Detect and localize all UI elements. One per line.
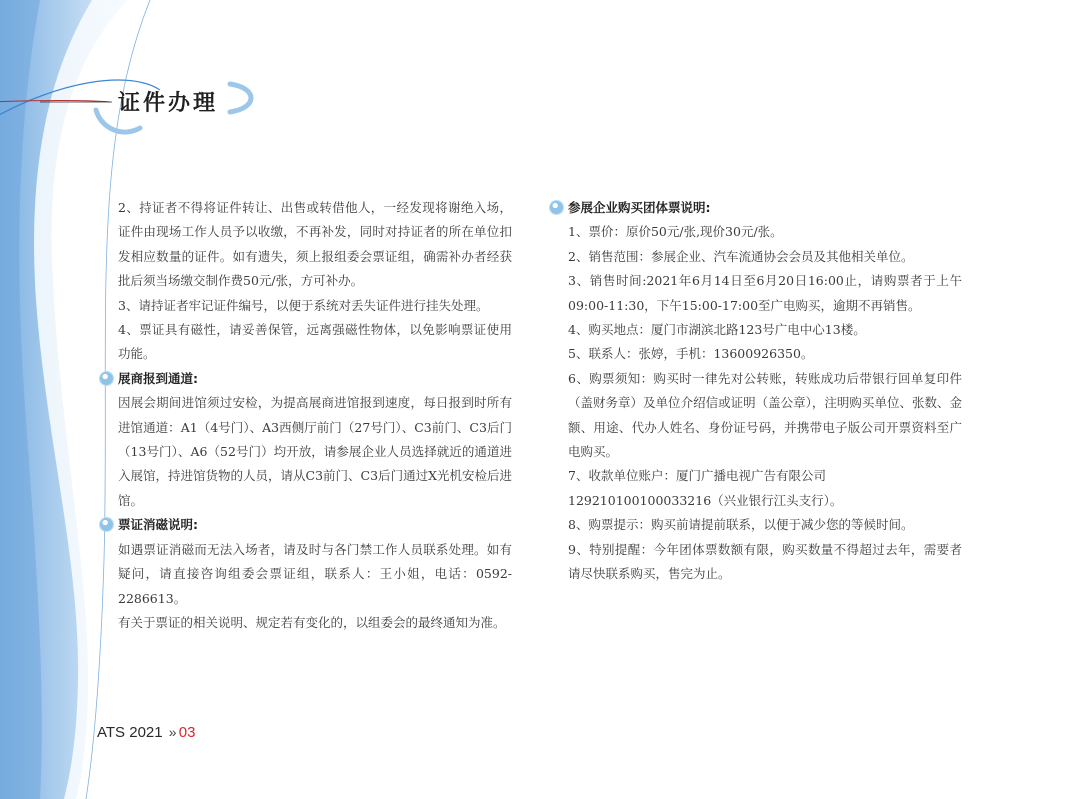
page-title: 证件办理 bbox=[118, 91, 219, 116]
ticket-item: 3、销售时间:2021年6月14日至6月20日16:00止，请购票者于上午09:00-11:30，下午15:00-17:00至广电购买，逾期不再销售。 bbox=[568, 273, 962, 313]
ticket-item: 1、票价：原价50元/张,现价30元/张。 bbox=[568, 224, 783, 240]
section-heading-exhibitor-entry bbox=[118, 367, 512, 391]
bullet-icon bbox=[100, 372, 113, 385]
ticket-item: 2、销售范围：参展企业、汽车流通协会会员及其他相关单位。 bbox=[568, 248, 914, 264]
section-paragraph: 如遇票证消磁而无法入场者，请及时与各门禁工作人员联系处理。如有疑问，请直接咨询组委会票证组，联系人：王小姐，电话：0592-2286613。 bbox=[118, 541, 512, 606]
rule-item: 3、请持证者牢记证件编号，以便于系统对丢失证件进行挂失处理。 bbox=[118, 297, 489, 313]
section-heading-text: 展商报到通道: bbox=[118, 370, 198, 386]
ticket-item: 4、购买地点：厦门市湖滨北路123号广电中心13楼。 bbox=[568, 322, 866, 338]
section-heading-text: 票证消磁说明: bbox=[118, 517, 198, 533]
rule-item: 4、票证具有磁性，请妥善保管，远离强磁性物体，以免影响票证使用功能。 bbox=[118, 322, 512, 362]
ticket-item: 129210100100033216（兴业银行江头支行）。 bbox=[568, 492, 843, 508]
right-column bbox=[568, 196, 962, 587]
section-heading-degauss bbox=[118, 513, 512, 537]
chevron-right-icon: » bbox=[168, 724, 174, 740]
footer-brand: ATS 2021 bbox=[97, 724, 163, 741]
ticket-item: 9、特别提醒：今年团体票数额有限，购买数量不得超过去年，需要者请尽快联系购买，售完为止。 bbox=[568, 541, 962, 582]
ticket-item: 6、购票须知：购买时一律先对公转账，转账成功后带银行回单复印件（盖财务章）及单位介绍信或证明（盖公章），注明购买单位、张数、金额、用途、代办人姓名、身份证号码，并携带电子版公司开票资料至广电购买。 bbox=[568, 370, 962, 460]
ticket-item: 7、收款单位账户：厦门广播电视广告有限公司 bbox=[568, 468, 826, 484]
page-footer bbox=[97, 724, 195, 741]
ticket-item: 5、联系人：张婷，手机：13600926350。 bbox=[568, 346, 814, 362]
section-paragraph: 因展会期间进馆须过安检，为提高展商进馆报到速度，每日报到时所有进馆通道：A1（4号门）、A3西侧厅前门（27号门）、C3前门、C3后门（13号门）、A6（52号门）均开放，请参展企业人员选择就近的通道进入展馆，持进馆货物的人员，请从C3前门、C3后门通过X光机安检后进馆。 bbox=[118, 395, 512, 508]
left-column bbox=[118, 196, 512, 635]
bullet-icon bbox=[550, 201, 563, 214]
ticket-item: 8、购票提示：购买前请提前联系，以便于减少您的等候时间。 bbox=[568, 517, 914, 533]
section-paragraph: 有关于票证的相关说明、规定若有变化的，以组委会的最终通知为准。 bbox=[118, 614, 506, 630]
section-heading-text: 参展企业购买团体票说明: bbox=[568, 200, 711, 215]
section-heading-group-ticket bbox=[568, 196, 962, 220]
rule-item: 2、持证者不得将证件转让、出售或转借他人，一经发现将谢绝入场，证件由现场工作人员予以收缴，不再补发，同时对持证者的所在单位扣发相应数量的证件。如有遗失，须上报组委会票证组，确需补办者经获批后须当场缴交制作费50元/张，方可补办。 bbox=[118, 200, 512, 289]
page-number: 03 bbox=[178, 724, 196, 741]
